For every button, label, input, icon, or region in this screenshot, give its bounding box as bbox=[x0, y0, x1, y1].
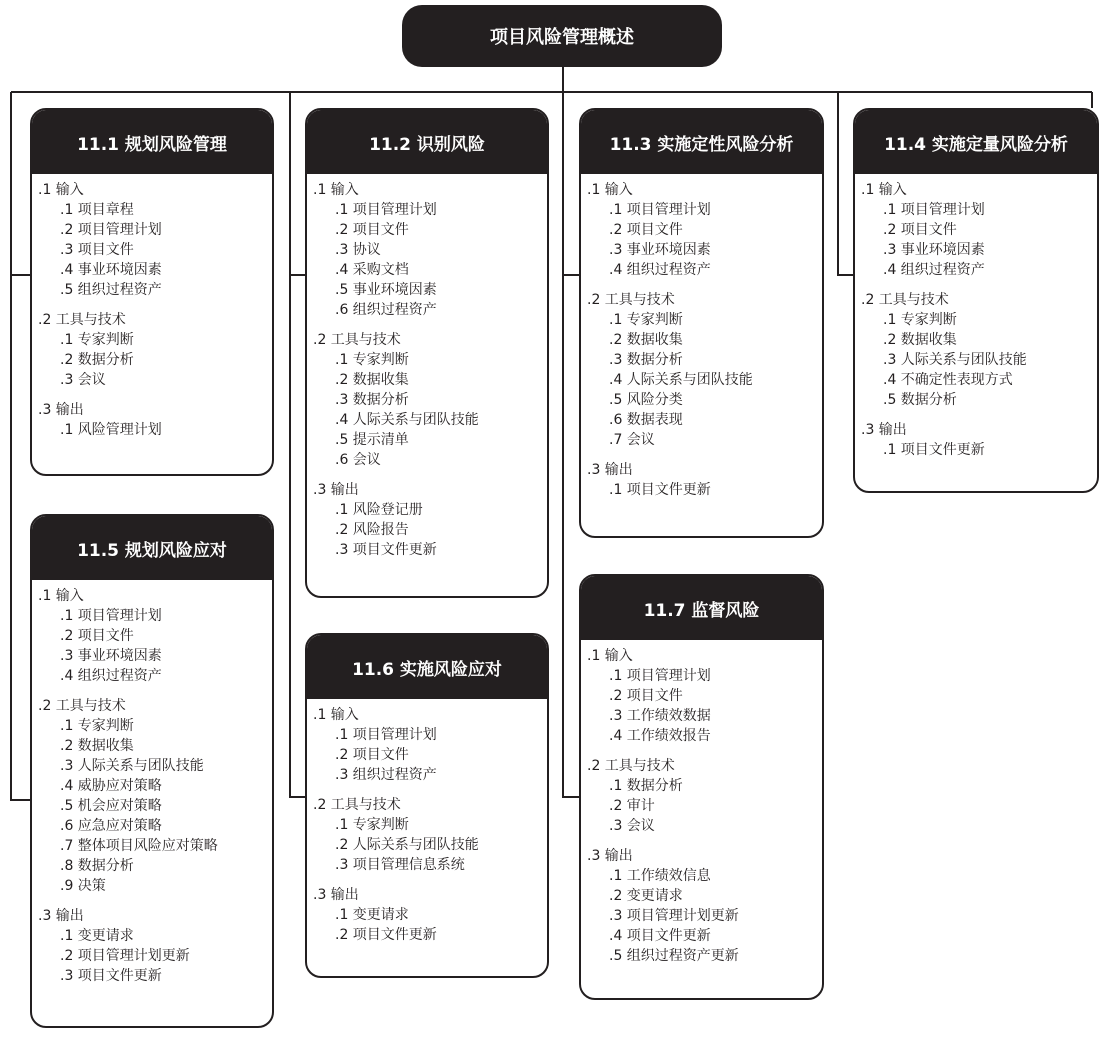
list-item: .1 项目管理计划 bbox=[609, 202, 711, 218]
list-item: .1 项目管理计划 bbox=[883, 202, 985, 218]
section-title: .1 输入 bbox=[587, 648, 633, 664]
section-title: .2 工具与技术 bbox=[38, 698, 126, 714]
list-item: .6 会议 bbox=[335, 452, 381, 468]
section-title: .1 输入 bbox=[313, 182, 359, 198]
list-item: .7 整体项目风险应对策略 bbox=[60, 838, 218, 854]
process-11-2-title: 11.2 识别风险 bbox=[307, 110, 547, 174]
list-item: .2 项目文件 bbox=[335, 747, 409, 763]
list-item: .1 项目文件更新 bbox=[609, 482, 711, 498]
list-item: .3 会议 bbox=[60, 372, 106, 388]
list-item: .3 工作绩效数据 bbox=[609, 708, 711, 724]
list-item: .2 项目文件 bbox=[883, 222, 957, 238]
list-item: .6 应急应对策略 bbox=[60, 818, 162, 834]
list-item: .4 组织过程资产 bbox=[883, 262, 985, 278]
list-item: .8 数据分析 bbox=[60, 858, 134, 874]
list-item: .1 项目章程 bbox=[60, 202, 134, 218]
list-item: .3 项目文件更新 bbox=[60, 968, 162, 984]
section-title: .3 输出 bbox=[313, 887, 359, 903]
list-item: .5 组织过程资产更新 bbox=[609, 948, 739, 964]
list-item: .1 专家判断 bbox=[609, 312, 683, 328]
process-11-6-box bbox=[305, 633, 549, 978]
section-title: .1 输入 bbox=[861, 182, 907, 198]
list-item: .1 专家判断 bbox=[60, 718, 134, 734]
list-item: .3 协议 bbox=[335, 242, 381, 258]
list-item: .3 事业环境因素 bbox=[60, 648, 162, 664]
process-11-5-title: 11.5 规划风险应对 bbox=[32, 516, 272, 580]
list-item: .2 风险报告 bbox=[335, 522, 409, 538]
list-item: .1 专家判断 bbox=[883, 312, 957, 328]
process-11-4-box bbox=[853, 108, 1099, 493]
branch-11-5 bbox=[11, 275, 30, 800]
list-item: .2 数据分析 bbox=[60, 352, 134, 368]
section-title: .1 输入 bbox=[38, 588, 84, 604]
list-item: .3 项目管理计划更新 bbox=[609, 908, 739, 924]
list-item: .1 数据分析 bbox=[609, 778, 683, 794]
branch-11-4 bbox=[838, 92, 853, 275]
branch-11-6 bbox=[290, 275, 305, 797]
process-11-1-box bbox=[30, 108, 274, 476]
branch-11-1 bbox=[11, 92, 30, 275]
section-title: .2 工具与技术 bbox=[587, 758, 675, 774]
list-item: .2 项目文件 bbox=[609, 688, 683, 704]
list-item: .3 数据分析 bbox=[335, 392, 409, 408]
list-item: .5 提示清单 bbox=[335, 432, 409, 448]
list-item: .6 组织过程资产 bbox=[335, 302, 437, 318]
process-11-2-box bbox=[305, 108, 549, 598]
list-item: .1 项目管理计划 bbox=[60, 608, 162, 624]
section-title: .2 工具与技术 bbox=[313, 332, 401, 348]
list-item: .3 人际关系与团队技能 bbox=[60, 758, 204, 774]
list-item: .4 项目文件更新 bbox=[609, 928, 711, 944]
list-item: .2 项目文件 bbox=[609, 222, 683, 238]
section-title: .3 输出 bbox=[38, 908, 84, 924]
section-title: .3 输出 bbox=[38, 402, 84, 418]
list-item: .1 变更请求 bbox=[335, 907, 409, 923]
list-item: .5 事业环境因素 bbox=[335, 282, 437, 298]
process-11-3-box bbox=[579, 108, 824, 538]
list-item: .7 会议 bbox=[609, 432, 655, 448]
section-title: .3 输出 bbox=[861, 422, 907, 438]
list-item: .2 项目文件更新 bbox=[335, 927, 437, 943]
process-11-7-title: 11.7 监督风险 bbox=[581, 576, 822, 640]
list-item: .2 审计 bbox=[609, 798, 655, 814]
list-item: .4 组织过程资产 bbox=[609, 262, 711, 278]
list-item: .3 人际关系与团队技能 bbox=[883, 352, 1027, 368]
list-item: .3 项目管理信息系统 bbox=[335, 857, 465, 873]
list-item: .4 人际关系与团队技能 bbox=[335, 412, 479, 428]
section-title: .2 工具与技术 bbox=[861, 292, 949, 308]
list-item: .2 数据收集 bbox=[883, 332, 957, 348]
process-11-5-box bbox=[30, 514, 274, 1028]
list-item: .4 威胁应对策略 bbox=[60, 778, 162, 794]
list-item: .5 机会应对策略 bbox=[60, 798, 162, 814]
list-item: .1 项目管理计划 bbox=[335, 202, 437, 218]
process-11-7-box bbox=[579, 574, 824, 1000]
section-title: .1 输入 bbox=[587, 182, 633, 198]
list-item: .3 项目文件更新 bbox=[335, 542, 437, 558]
list-item: .6 数据表现 bbox=[609, 412, 683, 428]
section-title: .1 输入 bbox=[313, 707, 359, 723]
section-title: .1 输入 bbox=[38, 182, 84, 198]
list-item: .5 组织过程资产 bbox=[60, 282, 162, 298]
branch-11-7 bbox=[563, 275, 579, 797]
process-11-1-title: 11.1 规划风险管理 bbox=[32, 110, 272, 174]
list-item: .4 人际关系与团队技能 bbox=[609, 372, 753, 388]
list-item: .2 项目管理计划更新 bbox=[60, 948, 190, 964]
list-item: .5 风险分类 bbox=[609, 392, 683, 408]
list-item: .1 风险登记册 bbox=[335, 502, 423, 518]
list-item: .3 数据分析 bbox=[609, 352, 683, 368]
section-title: .2 工具与技术 bbox=[313, 797, 401, 813]
process-11-6-title: 11.6 实施风险应对 bbox=[307, 635, 547, 699]
list-item: .2 数据收集 bbox=[609, 332, 683, 348]
section-title: .3 输出 bbox=[587, 848, 633, 864]
process-11-3-title: 11.3 实施定性风险分析 bbox=[581, 110, 822, 174]
list-item: .1 专家判断 bbox=[335, 352, 409, 368]
list-item: .1 专家判断 bbox=[60, 332, 134, 348]
list-item: .2 项目文件 bbox=[60, 628, 134, 644]
list-item: .1 风险管理计划 bbox=[60, 422, 162, 438]
list-item: .3 组织过程资产 bbox=[335, 767, 437, 783]
list-item: .1 变更请求 bbox=[60, 928, 134, 944]
section-title: .3 输出 bbox=[313, 482, 359, 498]
list-item: .2 项目管理计划 bbox=[60, 222, 162, 238]
section-title: .2 工具与技术 bbox=[587, 292, 675, 308]
list-item: .3 事业环境因素 bbox=[883, 242, 985, 258]
list-item: .5 数据分析 bbox=[883, 392, 957, 408]
list-item: .4 不确定性表现方式 bbox=[883, 372, 1013, 388]
list-item: .4 组织过程资产 bbox=[60, 668, 162, 684]
section-title: .2 工具与技术 bbox=[38, 312, 126, 328]
branch-11-2 bbox=[290, 92, 305, 275]
list-item: .1 专家判断 bbox=[335, 817, 409, 833]
list-item: .1 工作绩效信息 bbox=[609, 868, 711, 884]
list-item: .2 数据收集 bbox=[335, 372, 409, 388]
list-item: .2 项目文件 bbox=[335, 222, 409, 238]
list-item: .4 工作绩效报告 bbox=[609, 728, 711, 744]
list-item: .1 项目管理计划 bbox=[335, 727, 437, 743]
list-item: .2 人际关系与团队技能 bbox=[335, 837, 479, 853]
list-item: .2 数据收集 bbox=[60, 738, 134, 754]
process-11-4-title: 11.4 实施定量风险分析 bbox=[855, 110, 1097, 174]
list-item: .4 采购文档 bbox=[335, 262, 409, 278]
list-item: .3 会议 bbox=[609, 818, 655, 834]
list-item: .1 项目文件更新 bbox=[883, 442, 985, 458]
branch-11-3 bbox=[563, 92, 579, 275]
list-item: .9 决策 bbox=[60, 878, 106, 894]
list-item: .1 项目管理计划 bbox=[609, 668, 711, 684]
list-item: .4 事业环境因素 bbox=[60, 262, 162, 278]
list-item: .3 事业环境因素 bbox=[609, 242, 711, 258]
list-item: .2 变更请求 bbox=[609, 888, 683, 904]
root-title: 项目风险管理概述 bbox=[402, 5, 722, 67]
list-item: .3 项目文件 bbox=[60, 242, 134, 258]
section-title: .3 输出 bbox=[587, 462, 633, 478]
